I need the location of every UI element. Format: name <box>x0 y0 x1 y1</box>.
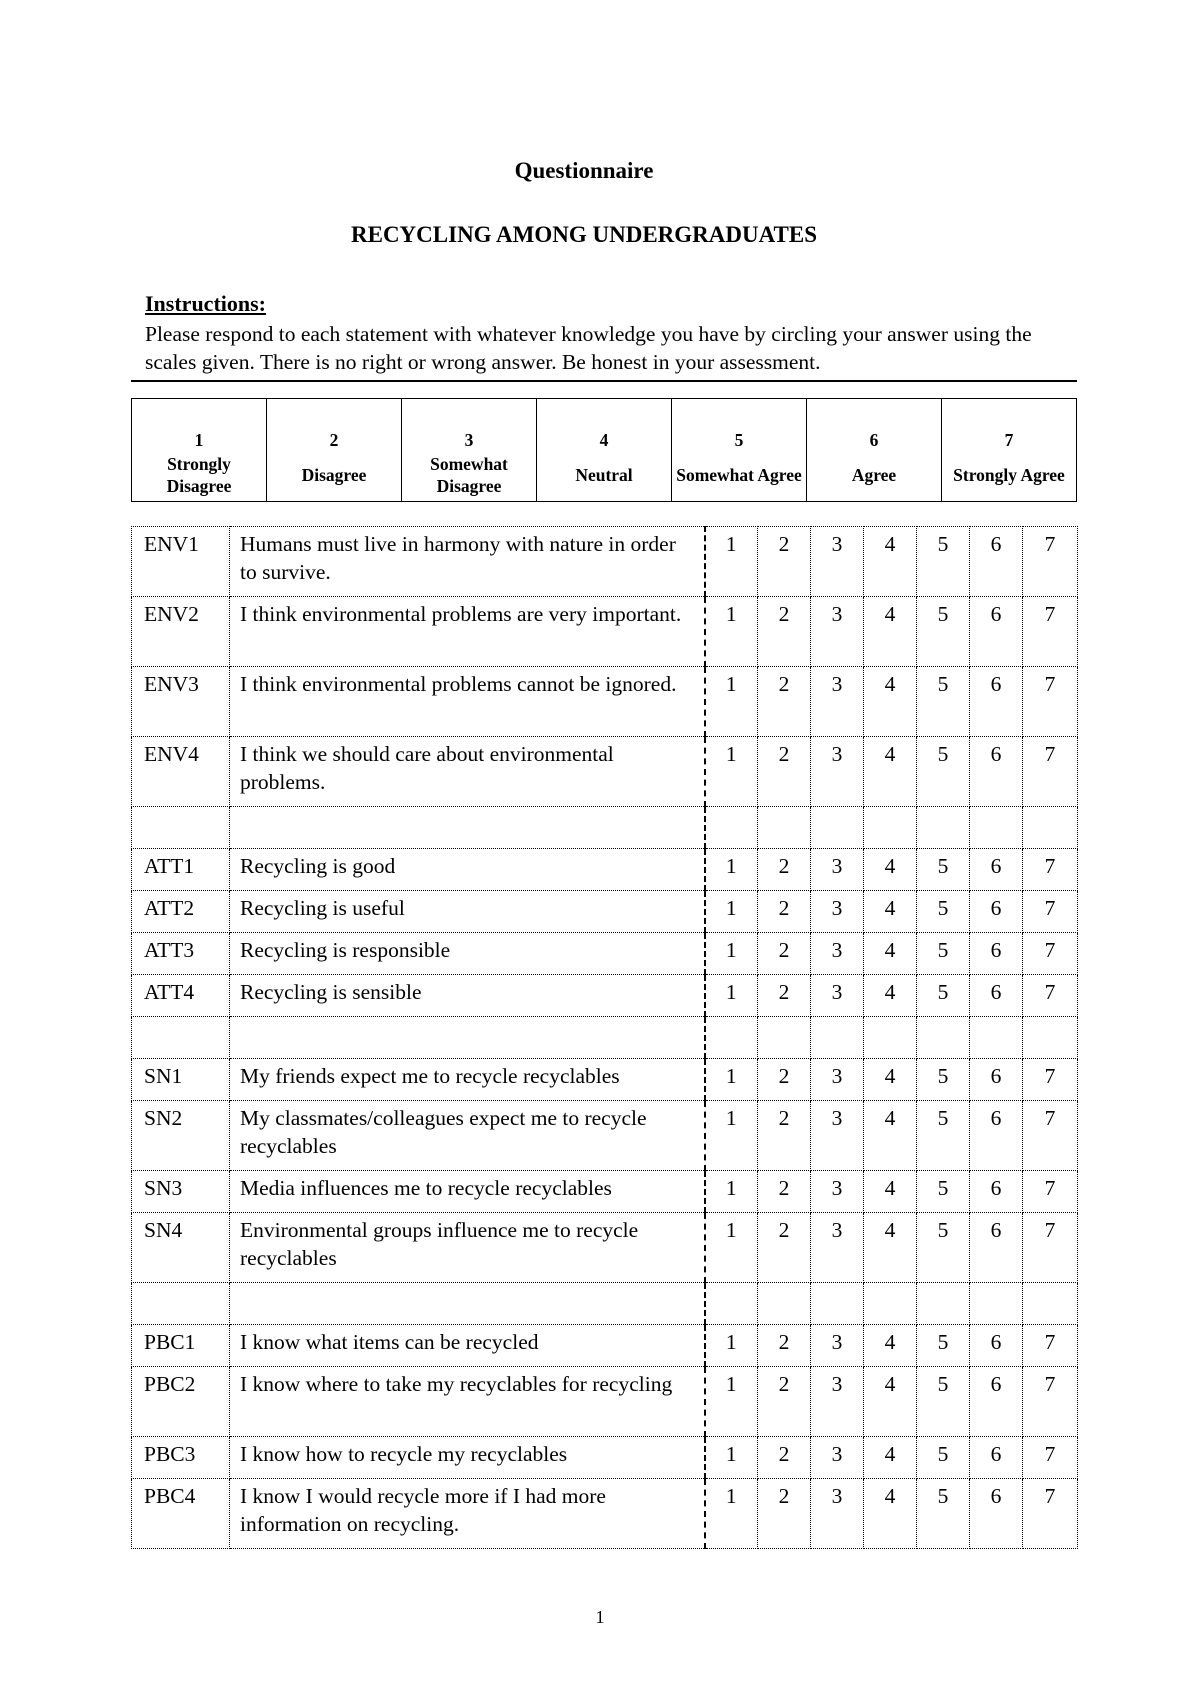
item-statement: Recycling is sensible <box>230 975 705 1017</box>
rating-option[interactable]: 6 <box>970 667 1023 737</box>
item-statement: Recycling is good <box>230 849 705 891</box>
empty-cell <box>917 1017 970 1059</box>
rating-option[interactable]: 5 <box>917 1059 970 1101</box>
item-code: ENV2 <box>132 597 230 667</box>
rating-option[interactable]: 7 <box>1023 1325 1078 1367</box>
empty-cell <box>864 1017 917 1059</box>
rating-option[interactable]: 5 <box>917 667 970 737</box>
empty-cell <box>758 807 811 849</box>
empty-cell <box>132 807 230 849</box>
item-code: SN3 <box>132 1171 230 1213</box>
rating-option[interactable]: 7 <box>1023 1367 1078 1437</box>
rating-option[interactable]: 1 <box>705 527 758 597</box>
rating-option[interactable]: 1 <box>705 1213 758 1283</box>
empty-cell <box>917 807 970 849</box>
scale-number: 5 <box>672 399 807 452</box>
empty-cell <box>811 1283 864 1325</box>
rating-option[interactable]: 5 <box>917 1367 970 1437</box>
item-code: SN1 <box>132 1059 230 1101</box>
rating-option[interactable]: 7 <box>1023 1479 1078 1549</box>
rating-option[interactable]: 3 <box>811 667 864 737</box>
item-statement: I know I would recycle more if I had more information on recycling. <box>230 1479 705 1549</box>
questionnaire-table <box>131 526 1078 1549</box>
scale-number: 1 <box>132 399 267 452</box>
rating-option[interactable]: 1 <box>705 1367 758 1437</box>
scale-label: Somewhat Disagree <box>402 451 537 502</box>
rating-option[interactable]: 6 <box>970 1437 1023 1479</box>
rating-option[interactable]: 6 <box>970 1325 1023 1367</box>
item-statement: My classmates/colleagues expect me to recycle recyclables <box>230 1101 705 1171</box>
empty-cell <box>864 807 917 849</box>
item-statement: I think we should care about environmental problems. <box>230 737 705 807</box>
rating-option[interactable]: 6 <box>970 1171 1023 1213</box>
rating-option[interactable]: 3 <box>811 597 864 667</box>
rating-option[interactable]: 1 <box>705 1101 758 1171</box>
item-code: ENV1 <box>132 527 230 597</box>
instructions-text: Please respond to each statement with whatever knowledge you have by circling your answer using the scales given. There is no right or wrong answer. Be honest in your assessment. <box>145 322 1032 374</box>
scale-number: 3 <box>402 399 537 452</box>
rating-option[interactable]: 5 <box>917 1437 970 1479</box>
page-title: Questionnaire <box>514 158 654 183</box>
rating-option[interactable]: 1 <box>705 1171 758 1213</box>
question-row <box>132 891 1078 933</box>
empty-cell <box>705 807 758 849</box>
question-row <box>132 849 1078 891</box>
item-statement: I know what items can be recycled <box>230 1325 705 1367</box>
rating-option[interactable]: 6 <box>970 849 1023 891</box>
rating-option[interactable]: 7 <box>1023 933 1078 975</box>
rating-option[interactable]: 6 <box>970 975 1023 1017</box>
empty-cell <box>970 1283 1023 1325</box>
question-row <box>132 1101 1078 1171</box>
rating-option[interactable]: 5 <box>917 597 970 667</box>
rating-option[interactable]: 2 <box>758 527 811 597</box>
rating-option[interactable]: 1 <box>705 667 758 737</box>
rating-option[interactable]: 3 <box>811 849 864 891</box>
item-code: ENV3 <box>132 667 230 737</box>
rating-option[interactable]: 5 <box>917 527 970 597</box>
rating-option[interactable]: 3 <box>811 1325 864 1367</box>
question-row <box>132 1479 1078 1549</box>
item-code: PBC2 <box>132 1367 230 1437</box>
empty-cell <box>758 1017 811 1059</box>
rating-option[interactable]: 2 <box>758 891 811 933</box>
rating-option[interactable]: 5 <box>917 1213 970 1283</box>
question-row <box>132 1325 1078 1367</box>
empty-cell <box>1023 1017 1078 1059</box>
empty-cell <box>230 1017 705 1059</box>
rating-option[interactable]: 4 <box>864 1367 917 1437</box>
empty-cell <box>705 1017 758 1059</box>
rating-option[interactable]: 3 <box>811 1479 864 1549</box>
rating-option[interactable]: 7 <box>1023 1437 1078 1479</box>
question-row <box>132 1367 1078 1437</box>
question-row <box>132 527 1078 597</box>
rating-option[interactable]: 5 <box>917 1101 970 1171</box>
rating-option[interactable]: 6 <box>970 1479 1023 1549</box>
rating-option[interactable]: 7 <box>1023 597 1078 667</box>
scale-label: Disagree <box>267 451 402 502</box>
item-code: PBC4 <box>132 1479 230 1549</box>
item-statement: I think environmental problems are very important. <box>230 597 705 667</box>
rating-option[interactable]: 6 <box>970 597 1023 667</box>
empty-cell <box>864 1283 917 1325</box>
item-code: ATT2 <box>132 891 230 933</box>
rating-option[interactable]: 3 <box>811 1367 864 1437</box>
scale-label: Somewhat Agree <box>672 451 807 502</box>
item-code: ATT4 <box>132 975 230 1017</box>
empty-cell <box>132 1017 230 1059</box>
rating-option[interactable]: 3 <box>811 1437 864 1479</box>
rating-option[interactable]: 6 <box>970 1367 1023 1437</box>
rating-option[interactable]: 7 <box>1023 1171 1078 1213</box>
empty-cell <box>970 807 1023 849</box>
question-row <box>132 597 1078 667</box>
question-row <box>132 1171 1078 1213</box>
scale-label: Strongly Disagree <box>132 451 267 502</box>
rating-option[interactable]: 1 <box>705 737 758 807</box>
rating-option[interactable]: 4 <box>864 933 917 975</box>
empty-cell <box>811 1017 864 1059</box>
rating-option[interactable]: 4 <box>864 1325 917 1367</box>
rating-option[interactable]: 1 <box>705 1479 758 1549</box>
rating-option[interactable]: 4 <box>864 1213 917 1283</box>
rating-option[interactable]: 5 <box>917 1171 970 1213</box>
divider <box>131 380 1077 382</box>
item-statement: Environmental groups influence me to recycle recyclables <box>230 1213 705 1283</box>
rating-option[interactable]: 2 <box>758 1367 811 1437</box>
empty-cell <box>230 807 705 849</box>
rating-option[interactable]: 7 <box>1023 527 1078 597</box>
item-code: SN4 <box>132 1213 230 1283</box>
rating-option[interactable]: 1 <box>705 933 758 975</box>
rating-option[interactable]: 6 <box>970 1213 1023 1283</box>
rating-option[interactable]: 4 <box>864 1101 917 1171</box>
rating-option[interactable]: 3 <box>811 891 864 933</box>
rating-option[interactable]: 3 <box>811 1213 864 1283</box>
rating-option[interactable]: 1 <box>705 975 758 1017</box>
rating-option[interactable]: 3 <box>811 527 864 597</box>
question-row <box>132 667 1078 737</box>
rating-option[interactable]: 2 <box>758 1325 811 1367</box>
rating-option[interactable]: 2 <box>758 737 811 807</box>
rating-option[interactable]: 5 <box>917 1479 970 1549</box>
rating-option[interactable]: 4 <box>864 1479 917 1549</box>
item-statement: Media influences me to recycle recyclables <box>230 1171 705 1213</box>
item-statement: Recycling is responsible <box>230 933 705 975</box>
empty-cell <box>230 1283 705 1325</box>
rating-option[interactable]: 4 <box>864 1059 917 1101</box>
rating-option[interactable]: 1 <box>705 849 758 891</box>
scale-label: Agree <box>807 451 942 502</box>
item-statement: Recycling is useful <box>230 891 705 933</box>
rating-option[interactable]: 7 <box>1023 1101 1078 1171</box>
rating-option[interactable]: 2 <box>758 1213 811 1283</box>
rating-option[interactable]: 4 <box>864 1171 917 1213</box>
rating-option[interactable]: 5 <box>917 849 970 891</box>
rating-option[interactable]: 4 <box>864 891 917 933</box>
scale-number: 4 <box>537 399 672 452</box>
item-code: PBC1 <box>132 1325 230 1367</box>
rating-option[interactable]: 2 <box>758 667 811 737</box>
rating-option[interactable]: 2 <box>758 1437 811 1479</box>
rating-option[interactable]: 3 <box>811 737 864 807</box>
rating-option[interactable]: 7 <box>1023 737 1078 807</box>
empty-cell <box>970 1017 1023 1059</box>
rating-option[interactable]: 6 <box>970 1059 1023 1101</box>
rating-option[interactable]: 1 <box>705 597 758 667</box>
rating-option[interactable]: 1 <box>705 891 758 933</box>
item-statement: I know where to take my recyclables for recycling <box>230 1367 705 1437</box>
rating-option[interactable]: 2 <box>758 1059 811 1101</box>
item-code: PBC3 <box>132 1437 230 1479</box>
rating-option[interactable]: 2 <box>758 849 811 891</box>
item-code: ATT1 <box>132 849 230 891</box>
rating-scale-legend <box>131 398 1077 502</box>
rating-option[interactable]: 5 <box>917 975 970 1017</box>
rating-option[interactable]: 7 <box>1023 1059 1078 1101</box>
rating-option[interactable]: 7 <box>1023 667 1078 737</box>
rating-option[interactable]: 1 <box>705 1059 758 1101</box>
rating-option[interactable]: 3 <box>811 1059 864 1101</box>
scale-number: 7 <box>942 399 1077 452</box>
rating-option[interactable]: 4 <box>864 849 917 891</box>
empty-cell <box>917 1283 970 1325</box>
page-subtitle: RECYCLING AMONG UNDERGRADUATES <box>351 222 817 247</box>
item-code: SN2 <box>132 1101 230 1171</box>
rating-option[interactable]: 3 <box>811 1171 864 1213</box>
item-statement: I think environmental problems cannot be ignored. <box>230 667 705 737</box>
rating-option[interactable]: 5 <box>917 737 970 807</box>
item-code: ENV4 <box>132 737 230 807</box>
rating-option[interactable]: 2 <box>758 1171 811 1213</box>
rating-option[interactable]: 7 <box>1023 975 1078 1017</box>
empty-cell <box>758 1283 811 1325</box>
rating-option[interactable]: 6 <box>970 891 1023 933</box>
question-row <box>132 1213 1078 1283</box>
item-statement: I know how to recycle my recyclables <box>230 1437 705 1479</box>
rating-option[interactable]: 4 <box>864 737 917 807</box>
rating-option[interactable]: 4 <box>864 527 917 597</box>
question-row <box>132 1059 1078 1101</box>
rating-option[interactable]: 4 <box>864 667 917 737</box>
rating-option[interactable]: 2 <box>758 933 811 975</box>
rating-option[interactable]: 7 <box>1023 1213 1078 1283</box>
page-number: 1 <box>595 1607 605 1627</box>
rating-option[interactable]: 3 <box>811 975 864 1017</box>
rating-option[interactable]: 2 <box>758 1479 811 1549</box>
rating-option[interactable]: 6 <box>970 527 1023 597</box>
rating-option[interactable]: 2 <box>758 975 811 1017</box>
rating-option[interactable]: 4 <box>864 975 917 1017</box>
rating-option[interactable]: 3 <box>811 933 864 975</box>
rating-option[interactable]: 2 <box>758 597 811 667</box>
question-row <box>132 1437 1078 1479</box>
rating-option[interactable]: 3 <box>811 1101 864 1171</box>
scale-number: 6 <box>807 399 942 452</box>
item-code: ATT3 <box>132 933 230 975</box>
empty-cell <box>705 1283 758 1325</box>
rating-option[interactable]: 5 <box>917 933 970 975</box>
scale-label: Strongly Agree <box>942 451 1077 502</box>
spacer-row <box>132 1017 1078 1059</box>
rating-option[interactable]: 6 <box>970 1101 1023 1171</box>
question-row <box>132 737 1078 807</box>
rating-option[interactable]: 4 <box>864 1437 917 1479</box>
empty-cell <box>132 1283 230 1325</box>
instructions-heading: Instructions: <box>145 291 267 316</box>
item-statement: Humans must live in harmony with nature in order to survive. <box>230 527 705 597</box>
question-row <box>132 975 1078 1017</box>
rating-option[interactable]: 1 <box>705 1325 758 1367</box>
spacer-row <box>132 1283 1078 1325</box>
rating-option[interactable]: 5 <box>917 891 970 933</box>
rating-option[interactable]: 1 <box>705 1437 758 1479</box>
spacer-row <box>132 807 1078 849</box>
rating-option[interactable]: 4 <box>864 597 917 667</box>
scale-number: 2 <box>267 399 402 452</box>
rating-option[interactable]: 5 <box>917 1325 970 1367</box>
item-statement: My friends expect me to recycle recyclables <box>230 1059 705 1101</box>
rating-option[interactable]: 7 <box>1023 891 1078 933</box>
rating-option[interactable]: 6 <box>970 737 1023 807</box>
scale-label: Neutral <box>537 451 672 502</box>
rating-option[interactable]: 2 <box>758 1101 811 1171</box>
empty-cell <box>1023 1283 1078 1325</box>
question-row <box>132 933 1078 975</box>
empty-cell <box>811 807 864 849</box>
empty-cell <box>1023 807 1078 849</box>
rating-option[interactable]: 7 <box>1023 849 1078 891</box>
rating-option[interactable]: 6 <box>970 933 1023 975</box>
